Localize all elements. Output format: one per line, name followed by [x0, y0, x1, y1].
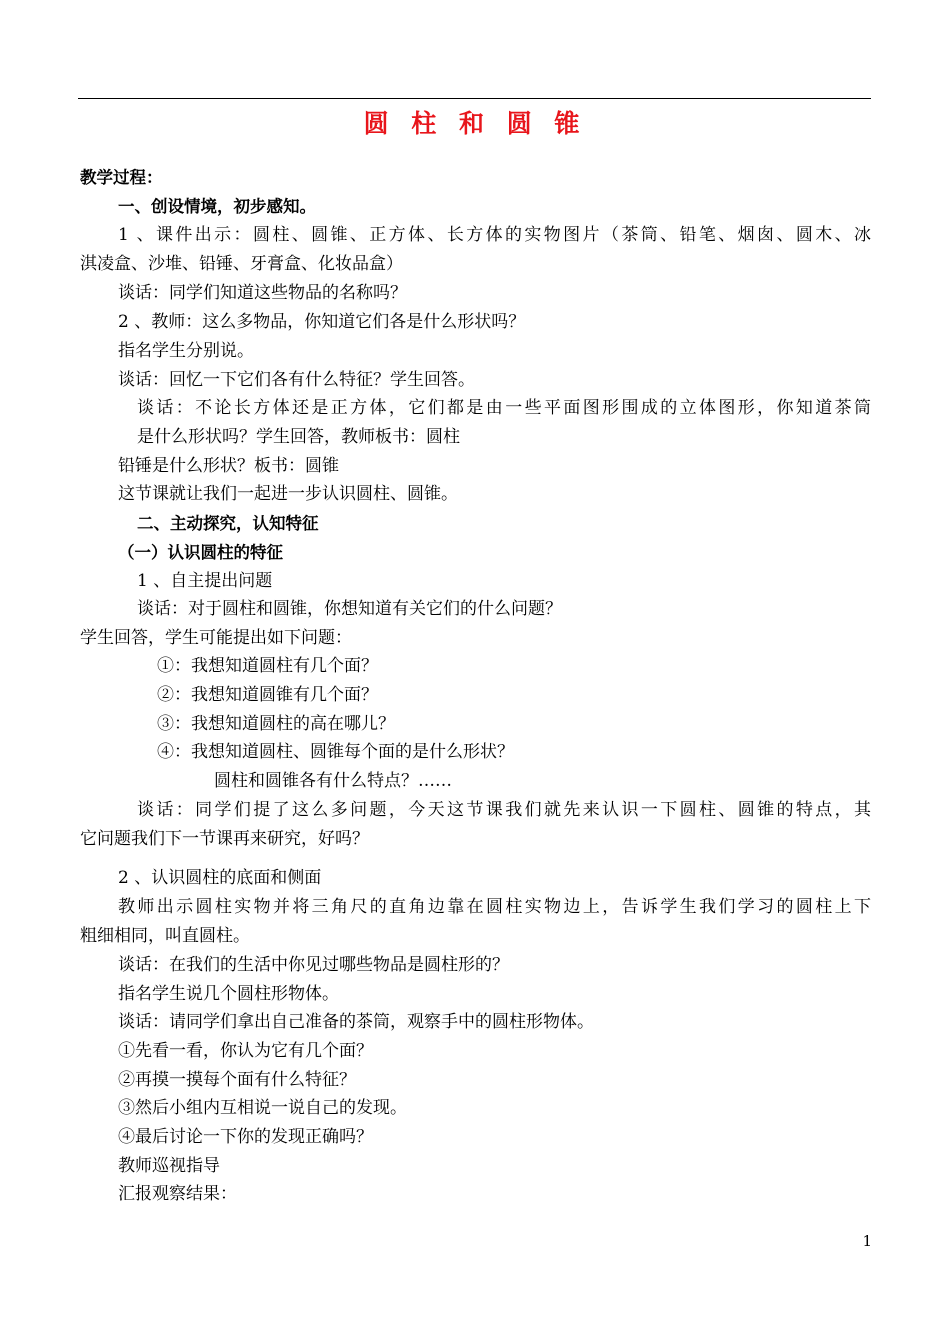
header-rule [78, 98, 871, 99]
paragraph-line: 谈话：同学们提了这么多问题，今天这节课我们就先来认识一下圆柱、圆锥的特点，其 [137, 800, 871, 820]
paragraph-line: 2 、教师：这么多物品，你知道它们各是什么形状吗？ [118, 312, 526, 332]
paragraph-line: 谈话：请同学们拿出自己准备的茶筒，观察手中的圆柱形物体。 [118, 1012, 594, 1032]
list-item: ④：我想知道圆柱、圆锥每个面的是什么形状？ [157, 742, 514, 762]
paragraph-line: 是什么形状吗？学生回答，教师板书：圆柱 [137, 427, 460, 447]
section-heading: 教学过程： [80, 168, 163, 187]
paragraph-line: 谈话：在我们的生活中你见过哪些物品是圆柱形的？ [118, 955, 509, 975]
page-title: 圆 柱 和 圆 锥 [363, 109, 587, 138]
page-number: 1 [862, 1232, 872, 1250]
list-item: ④最后讨论一下你的发现正确吗？ [118, 1127, 373, 1147]
paragraph-line: 指名学生说几个圆柱形物体。 [118, 984, 339, 1004]
paragraph-line: 谈话：不论长方体还是正方体，它们都是由一些平面图形围成的立体图形，你知道茶筒 [137, 398, 871, 418]
list-item: ③：我想知道圆柱的高在哪儿？ [157, 714, 395, 734]
paragraph-line: 它问题我们下一节课再来研究，好吗？ [80, 829, 369, 849]
paragraph-line: 2 、认识圆柱的底面和侧面 [118, 868, 322, 888]
section-heading: 一、创设情境，初步感知。 [118, 197, 316, 216]
paragraph-line: 铅锤是什么形状？板书：圆锥 [118, 456, 339, 476]
subsection-heading: （一）认识圆柱的特征 [118, 543, 283, 562]
paragraph-line: 指名学生分别说。 [118, 341, 254, 361]
paragraph-line: 汇报观察结果： [118, 1184, 237, 1204]
paragraph-line: 教师出示圆柱实物并将三角尺的直角边靠在圆柱实物边上，告诉学生我们学习的圆柱上下 [118, 897, 871, 917]
paragraph-line: 淇凌盒、沙堆、铅锤、牙膏盒、化妆品盒） [80, 254, 403, 274]
paragraph-line: 谈话：同学们知道这些物品的名称吗？ [118, 283, 407, 303]
list-item: ①：我想知道圆柱有几个面？ [157, 656, 378, 676]
paragraph-line: 教师巡视指导 [118, 1156, 220, 1176]
paragraph-line: 粗细相同，叫直圆柱。 [80, 926, 250, 946]
section-heading: 二、主动探究，认知特征 [137, 514, 319, 533]
list-item: ②：我想知道圆锥有几个面？ [157, 685, 378, 705]
paragraph-line: 谈话：回忆一下它们各有什么特征？学生回答。 [118, 370, 475, 390]
list-item: ①先看一看，你认为它有几个面？ [118, 1041, 373, 1061]
paragraph-line: 1 、课件出示：圆柱、圆锥、正方体、长方体的实物图片（茶筒、铅笔、烟囱、圆木、冰 [118, 225, 871, 245]
paragraph-line: 1 、自主提出问题 [137, 571, 273, 591]
list-item: ③然后小组内互相说一说自己的发现。 [118, 1098, 407, 1118]
list-item: 圆柱和圆锥各有什么特点？…… [214, 771, 452, 791]
paragraph-line: 学生回答，学生可能提出如下问题： [80, 628, 352, 648]
paragraph-line: 谈话：对于圆柱和圆锥，你想知道有关它们的什么问题？ [137, 599, 562, 619]
paragraph-line: 这节课就让我们一起进一步认识圆柱、圆锥。 [118, 484, 458, 504]
list-item: ②再摸一摸每个面有什么特征？ [118, 1070, 356, 1090]
